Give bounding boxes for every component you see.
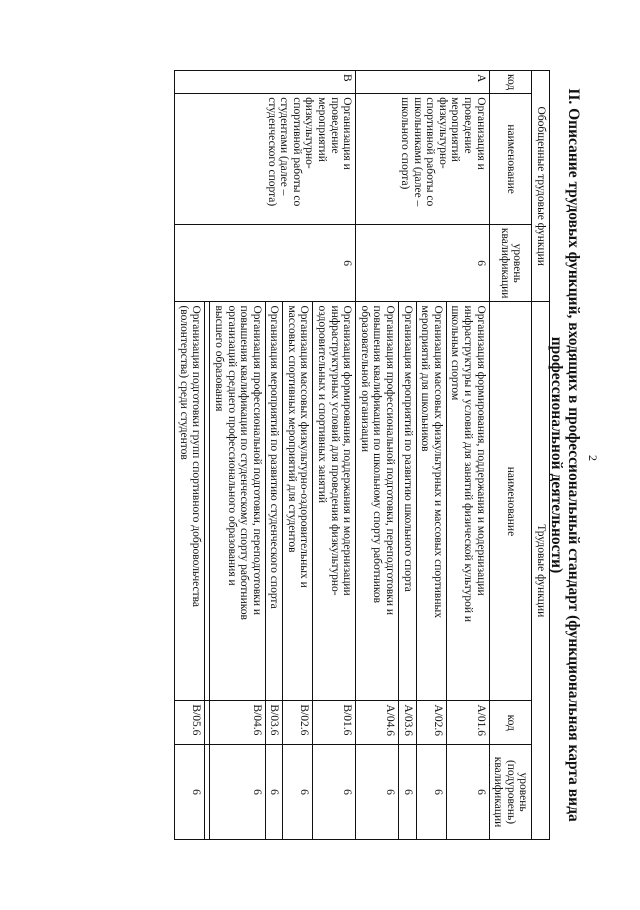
function-code: B/01.6 <box>313 701 356 745</box>
function-level: 6 <box>416 745 446 840</box>
header-name: наименование <box>489 94 532 225</box>
function-level: 6 <box>313 745 356 840</box>
function-code: A/01.6 <box>446 701 489 745</box>
group-level: 6 <box>175 224 356 302</box>
function-level: 6 <box>210 745 265 840</box>
function-level: 6 <box>265 745 283 840</box>
function-level: 6 <box>283 745 313 840</box>
functions-table <box>174 70 550 840</box>
function-name: Организация подготовки групп спортивного добровольчества (волонтерства) среди студентов <box>175 302 205 701</box>
header-code-2: код <box>489 701 532 745</box>
function-code: B/03.6 <box>265 701 283 745</box>
function-code: A/04.6 <box>356 701 399 745</box>
function-name: Организация профессиональной подготовки, переподготовки и повышения квалификации по школьному спорту работников образовательной организации <box>356 302 399 701</box>
function-name: Организация массовых физкультурных и массовых спортивных мероприятий для школьников <box>416 302 446 701</box>
function-level: 6 <box>175 745 205 840</box>
group-name: Организация и проведение мероприятий физкультурно- спортивной работы со студентами (далее – студенческого спорта) <box>175 94 356 225</box>
header-level: уровень квалификации <box>489 224 532 302</box>
function-code: A/03.6 <box>399 701 417 745</box>
page-number: 2 <box>586 455 600 461</box>
function-name: Организация мероприятий по развитию школьного спорта <box>399 302 417 701</box>
function-level: 6 <box>356 745 399 840</box>
function-code: B/05.6 <box>175 701 205 745</box>
header-code: код <box>489 71 532 94</box>
group-level: 6 <box>356 224 489 302</box>
function-level: 6 <box>399 745 417 840</box>
header-sublevel: уровень (подуровень) квалификации <box>489 745 532 840</box>
group-code: A <box>356 71 489 94</box>
function-name <box>205 302 210 701</box>
group-name: Организация и проведение мероприятий физкультурно- спортивной работы со школьниками (далее – школьного спорта) <box>356 94 489 225</box>
function-code <box>205 701 210 745</box>
header-labor: Трудовые функции <box>532 302 550 840</box>
table-row <box>313 71 356 840</box>
group-code: B <box>175 71 356 94</box>
function-name: Организация формирования, поддержания и модернизации инфраструктуры и условий для занятий физической культурой и школьным спортом <box>446 302 489 701</box>
function-level <box>205 745 210 840</box>
table-row <box>446 71 489 840</box>
function-name: Организация формирования, поддержания и модернизации инфраструктурных условий для проведения физкультурно- оздоровительных и спортивных занятий <box>313 302 356 701</box>
function-name: Организация профессиональной подготовки, переподготовки и повышения квалификации по студенческому спорту работников организаций среднего профессионального образования и высшего образования <box>210 302 265 701</box>
header-generalized: Обобщенные трудовые функции <box>532 71 550 302</box>
function-code: B/04.6 <box>210 701 265 745</box>
header-name-2: наименование <box>489 302 532 701</box>
section-title: II. Описание трудовых функций, входящих в профессиональный стандарт (функциональная карта вида профессиональной деятельности) <box>548 88 582 822</box>
function-code: B/02.6 <box>283 701 313 745</box>
function-code: A/02.6 <box>416 701 446 745</box>
function-name: Организация мероприятий по развитию студенческого спорта <box>265 302 283 701</box>
function-name: Организация массовых физкультурно-оздоровительных и массовых спортивных мероприятий для студентов <box>283 302 313 701</box>
function-level: 6 <box>446 745 489 840</box>
